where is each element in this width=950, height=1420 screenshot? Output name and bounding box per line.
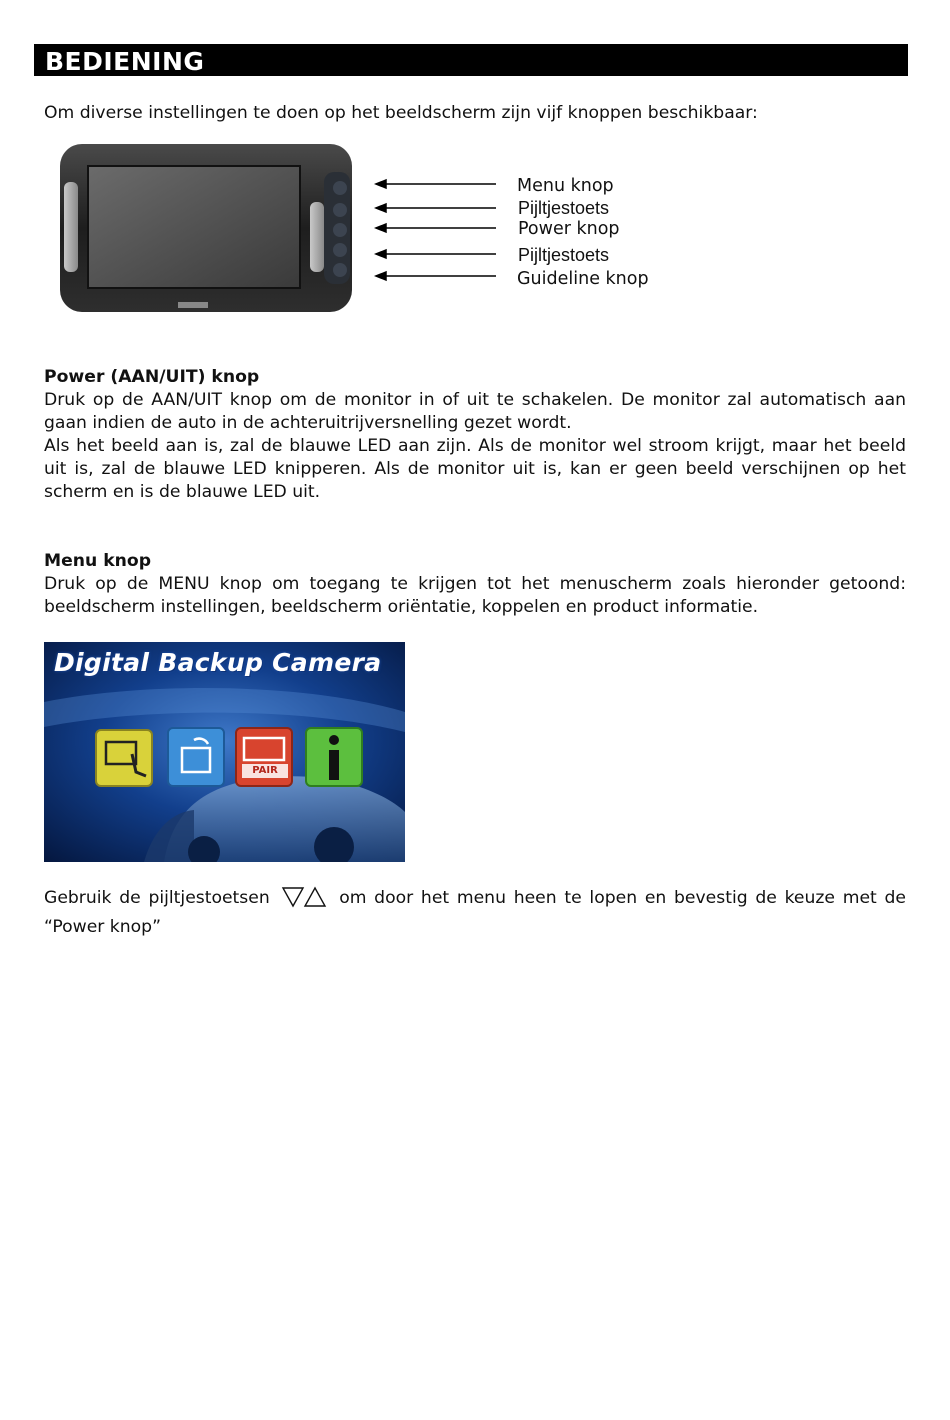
- arrow-keys-icon: [281, 885, 327, 916]
- callout-pijltjestoets-up: Pijltjestoets: [518, 198, 610, 218]
- monitor-image: [58, 142, 358, 314]
- closing-paragraph: [44, 885, 906, 939]
- section-title: BEDIENING: [45, 47, 205, 76]
- callout-menu-knop: Menu knop: [517, 176, 614, 196]
- closing-text-after: om door het menu heen te lopen en bevestig de keuze met de “Power knop”: [44, 888, 906, 937]
- closing-text-before: Gebruik de pijltjestoetsen: [44, 888, 270, 908]
- callout-power-knop: Power knop: [518, 219, 620, 239]
- power-paragraph-1: Druk op de AAN/UIT knop om de monitor in of uit te schakelen. De monitor zal automatisch aan gaan indien de auto in de achteruitrijversnelling gezet wordt.: [44, 390, 906, 433]
- intro-text: Om diverse instellingen te doen op het beeldscherm zijn vijf knoppen beschikbaar:: [44, 103, 758, 123]
- menu-heading: Menu knop: [44, 551, 151, 571]
- callout-pijltjestoets-down: Pijltjestoets: [518, 245, 610, 265]
- callout-arrows: [372, 170, 502, 290]
- menu-paragraph: Druk op de MENU knop om toegang te krijgen tot het menuscherm zoals hieronder getoond: beeldscherm instellingen, beeldscherm oriëntatie, koppelen en product informatie.: [44, 574, 906, 617]
- menu-screen-title: Digital Backup Camera: [54, 648, 382, 677]
- power-paragraph-2: Als het beeld aan is, zal de blauwe LED aan zijn. Als de monitor wel stroom krijgt, maar het beeld uit is, zal de blauwe LED knipperen. Als de monitor uit is, kan er geen beeld verschijnen op het scherm en is de blauwe LED uit.: [44, 436, 906, 502]
- pair-label: PAIR: [252, 765, 278, 776]
- section-header-bar: [34, 44, 908, 76]
- menu-screen-image: [44, 642, 405, 862]
- power-heading: Power (AAN/UIT) knop: [44, 367, 260, 387]
- callout-guideline-knop: Guideline knop: [517, 269, 649, 289]
